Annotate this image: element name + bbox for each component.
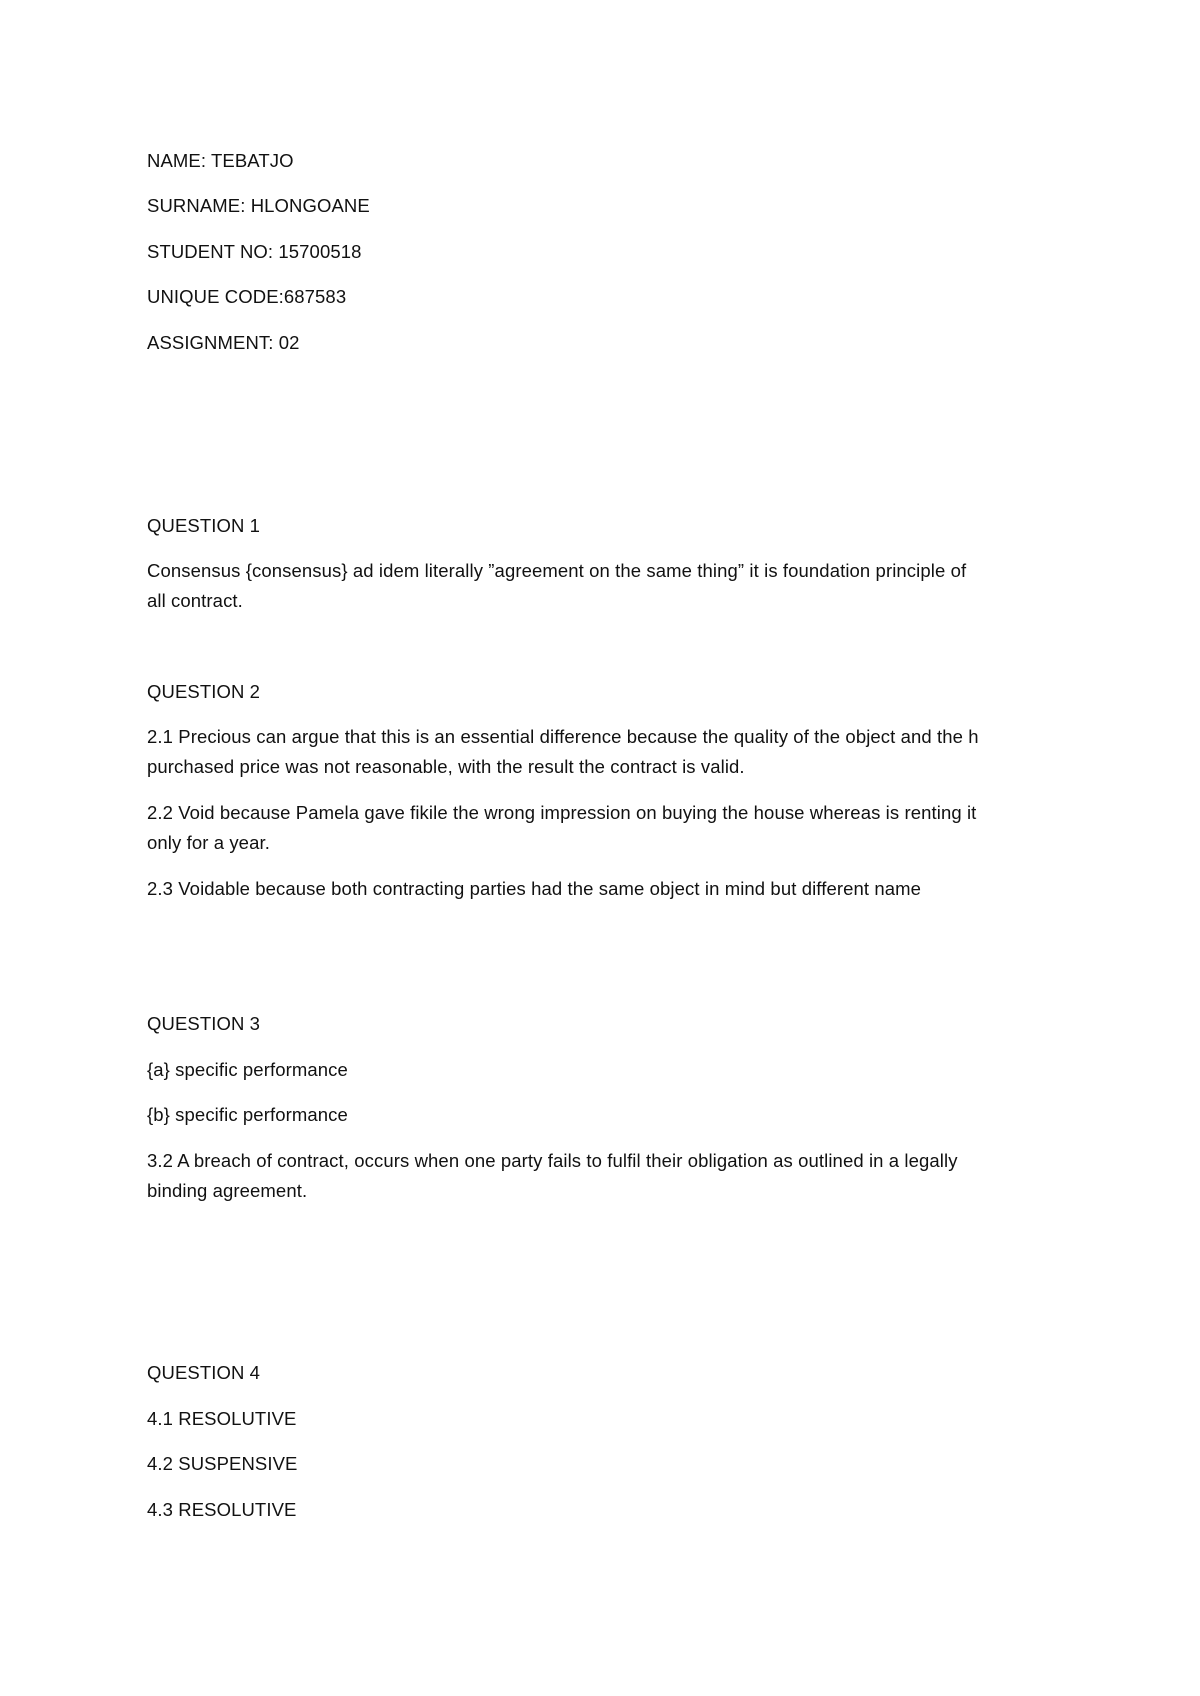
answer-4-2: 4.2 SUSPENSIVE [147,1453,298,1474]
question-1-heading: QUESTION 1 [147,515,261,536]
question-1-answer-line: all contract. [147,589,243,611]
question-4-heading: QUESTION 4 [147,1362,261,1383]
question-3-heading: QUESTION 3 [147,1013,261,1034]
question-1-answer [147,556,1067,615]
answer-3-2 [147,1146,1067,1205]
answer-2-2 [147,798,1067,857]
answer-2-1-line: purchased price was not reasonable, with the result the contract is valid. [147,755,745,777]
answer-2-3: 2.3 Voidable because both contracting parties had the same object in mind but different name [147,878,922,899]
student-name: NAME: TEBATJO [147,150,294,171]
question-1-answer-line: Consensus {consensus} ad idem literally ”agreement on the same thing” it is foundation principle of [147,560,967,581]
answer-4-3: 4.3 RESOLUTIVE [147,1499,297,1520]
answer-2-1-line: 2.1 Precious can argue that this is an essential difference because the quality of the object and the h [147,726,979,747]
unique-code: UNIQUE CODE:687583 [147,286,347,307]
student-surname: SURNAME: HLONGOANE [147,195,370,216]
answer-3-a: {a} specific performance [147,1059,348,1080]
student-number: STUDENT NO: 15700518 [147,241,362,262]
question-2-heading: QUESTION 2 [147,681,261,702]
answer-2-1 [147,722,1067,781]
answer-3-b: {b} specific performance [147,1104,348,1125]
answer-4-1: 4.1 RESOLUTIVE [147,1408,297,1429]
answer-2-2-line: only for a year. [147,831,270,853]
answer-3-2-line: 3.2 A breach of contract, occurs when one party fails to fulfil their obligation as outlined in a legally [147,1150,958,1171]
answer-2-2-line: 2.2 Void because Pamela gave fikile the wrong impression on buying the house whereas is renting it [147,802,977,823]
assignment-number: ASSIGNMENT: 02 [147,332,300,353]
answer-3-2-line: binding agreement. [147,1179,308,1201]
